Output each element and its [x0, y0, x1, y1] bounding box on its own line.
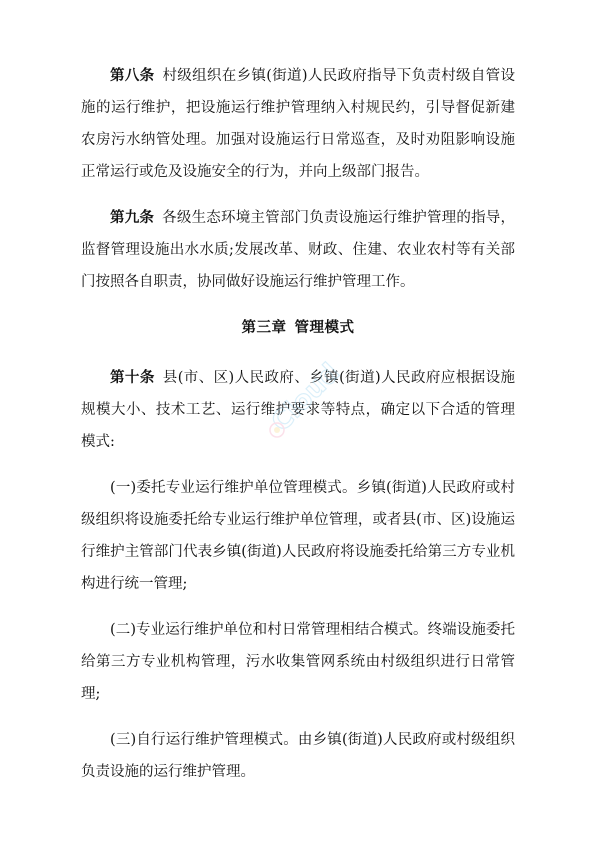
- list-item-3: (三)自行运行维护管理模式。由乡镇(街道)人民政府或村级组织负责设施的运行维护管理。: [81, 732, 515, 780]
- article-10-text: 县(市、区)人民政府、乡镇(街道)人民政府应根据设施规模大小、技术工艺、运行维护要求等特点，确定以下合适的管理模式:: [81, 370, 515, 450]
- list-item-2: (二)专业运行维护单位和村日常管理相结合模式。终端设施委托给第三方专业机构管理，污水收集管网系统由村级组织进行日常管理;: [81, 622, 515, 702]
- watermark-text: Cloud: [265, 358, 346, 438]
- article-9-text: 各级生态环境主管部门负责设施运行维护管理的指导，监督管理设施出水水质;发展改革、财政、住建、农业农村等有关部门按照各自职责，协同做好设施运行维护管理工作。: [81, 210, 516, 290]
- article-8: [81, 60, 515, 188]
- article-10: [81, 362, 515, 458]
- article-9-label: 第九条: [110, 209, 155, 226]
- chapter-number: 第三章: [241, 319, 287, 336]
- article-8-label: 第八条: [110, 67, 155, 84]
- article-9: [81, 202, 515, 298]
- list-item-1: (一)委托专业运行维护单位管理模式。乡镇(街道)人民政府或村级组织将设施委托给专业运行维护单位管理，或者县(市、区)设施运行维护主管部门代表乡镇(街道)人民政府将设施委托给第三方专业机构进行统一管理;: [81, 480, 515, 592]
- article-10-label: 第十条: [110, 369, 155, 386]
- chapter-heading: [81, 312, 515, 344]
- chapter-title: 管理模式: [294, 319, 355, 336]
- article-8-text: 村级组织在乡镇(街道)人民政府指导下负责村级自管设施的运行维护，把设施运行维护管理纳入村规民约，引导督促新建农房污水纳管处理。加强对设施运行日常巡查，及时劝阻影响设施正常运行或危及设施安全的行为，并向上级部门报告。: [81, 68, 516, 180]
- document-body: [81, 60, 515, 802]
